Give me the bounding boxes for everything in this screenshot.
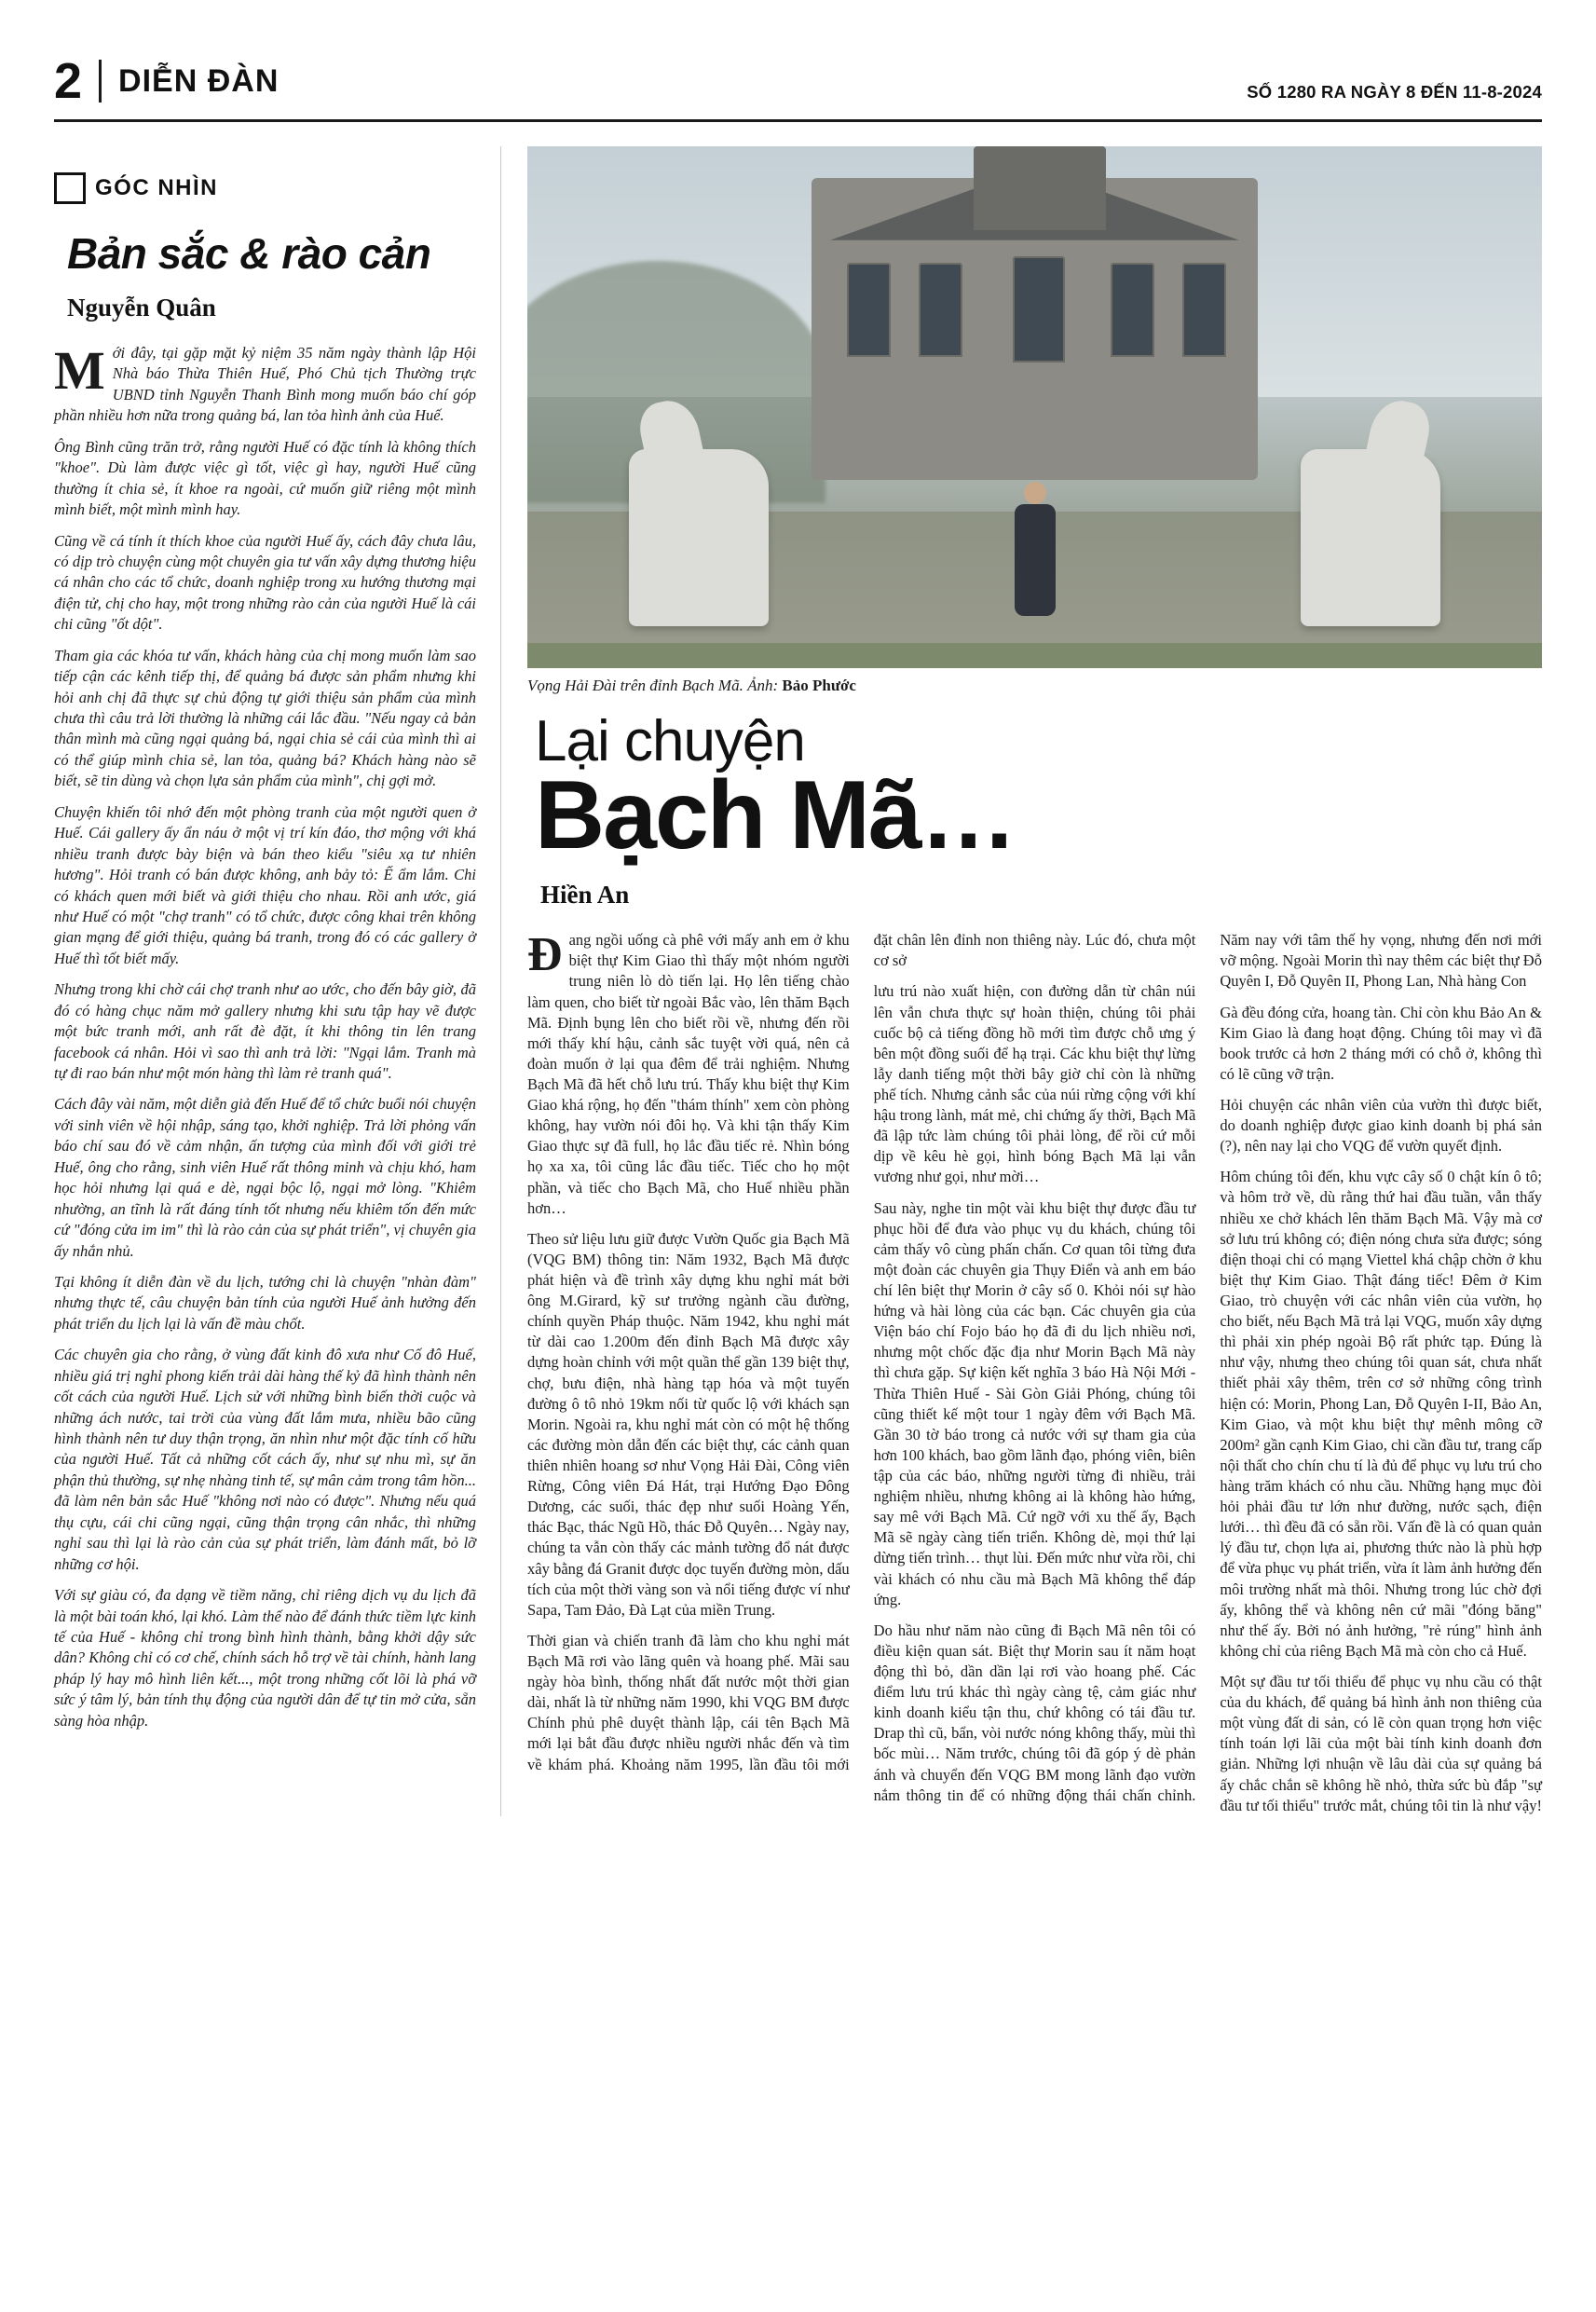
photo-tower — [974, 146, 1106, 230]
opinion-title: Bản sắc & rào cản — [67, 229, 431, 278]
dropcap: M — [54, 340, 105, 401]
photo-window — [919, 263, 962, 357]
story-body — [527, 930, 1542, 1815]
headline-line-2: Bạch Mã… — [535, 761, 1016, 870]
opinion-kicker-label: GÓC NHÌN — [95, 175, 218, 200]
photo-window — [847, 263, 891, 357]
opinion-paragraph: Chuyện khiến tôi nhớ đến một phòng tranh của một người quen ở Huế. Cái gallery ấy ẩn náu ở một vị trí kín đáo, thơ mộng với khá nhiều tranh được bày biện và bán theo kiểu "siêu xạ tư nhiên hương". Hỏi tranh có bán được không, anh bảy tỏ: Ế ẩm lắm. Chi có khách quen mới biết và giới thiệu cho nhau. Rồi anh ước, giá như Huế có một "chợ tranh" có tổ chức, được công khai trên không gian mạng để giới thiệu, quảng bá tranh, trong đó có các gallery ở Huế thì tốt biết mấy. — [54, 802, 476, 967]
lead-photo-wrap — [527, 146, 1542, 695]
photo-window — [1013, 256, 1066, 363]
opinion-paragraph: Tham gia các khóa tư vấn, khách hàng của chị mong muốn làm sao tiếp cận các kênh tiếp thị, để quảng bá được sản phẩm nhưng khi hỏi anh chị đã thực sự chủ động tự giới thiệu sản phẩm của mình chưa thì câu trả lời thường là những cái lắc đầu. "Nếu ngay cả bản thân mình mà cũng ngại quảng bá, ngại chia sẻ cái của mình thì ai có thể giúp mình chia sẻ, lan tỏa, quảng bá? Khách hàng nào sẽ biết, sẽ tin dùng và chọn lựa sản phẩm của mình", chị gợi mở. — [54, 646, 476, 790]
story-paragraph-text: ang ngồi uống cà phê với mấy anh em ở khu biệt thự Kim Giao thì thấy một nhóm người trung niên lò dò tiến lại. Họ lên tiếng chào làm quen, cho biết từ ngoài Bắc vào, lên thăm Bạch Mã. Định bụng lên cho biết rồi về, nhưng đến rồi mới thấy khí hậu, cảnh sắc tuyệt vời quá, nên cả đoàn muốn ở lại qua đêm để trải nghiệm. Nhưng Bạch Mã đã hết chỗ lưu trú. Thấy khu biệt thự Kim Giao khá rộng, họ đến "thám thính" xem còn phòng không, hay vườn nói đôi họ. Và khi tận thấy Kim Giao thực sự đã full, họ lắc đầu tiếc rẻ. Nhìn bóng họ xa xa, tôi cũng lắc đầu tiếc. Tiếc cho họ một phần, và tiếc cho Bạch Mã, cho Huế nhiều phần hơn… — [527, 931, 850, 1217]
story-paragraph: Gà đều đóng cửa, hoang tàn. Chỉ còn khu Bảo An & Kim Giao là đang hoạt động. Chúng tôi may vì đã book trước cả hơn 2 tháng mới có chỗ ở, không thì có lẽ cũng vỡ trận. — [1220, 1003, 1542, 1083]
photo-window — [1182, 263, 1226, 357]
opinion-body — [54, 340, 476, 1731]
opinion-paragraph: Ông Bình cũng trăn trở, rằng người Huế có đặc tính là không thích "khoe". Dù làm được việc gì tốt, việc gì hay, người Huế cũng thường ít chia sẻ, ít khoe ra ngoài, cứ muốn giữ riêng một mình mình biết, một mình mình hay. — [54, 437, 476, 519]
lead-photo — [527, 146, 1542, 668]
photo-caption-text: Vọng Hải Đài trên đỉnh Bạch Mã. Ảnh: — [527, 677, 779, 694]
story-paragraph: Một sự đầu tư tối thiểu để phục vụ nhu cầu có thật của du khách, để quảng bá hình ảnh non thiêng của một vùng đất di sản, có lẽ còn quan trọng hơn việc tính toán lợi lãi của một bài tính kinh doanh đơn giản. Những lợi nhuận về lâu dài của sự quảng bá ấy chắc chắn sẽ không hề nhỏ, thừa sức bù đắp "sự đầu tư tối thiểu" trước mắt, chúng tôi tin là như vậy! — [1220, 1672, 1542, 1814]
story-paragraph: Thời gian và chiến tranh đã làm cho khu nghỉ mát Bạch Mã rơi vào lãng quên và hoang phế. Mãi sau ngày hòa bình, thống nhất đất nước một thời gian dài, nhất là từ những năm 1990, khi VQG BM được Chính phủ phê duyệt thành lập, cái tên Bạch Mã mới lại bắt đầu được nhiều người nhắc đến và tìm về khám phá. Khoảng năm 1995, lần đầu tôi mới đặt chân lên đỉnh non thiêng này. Lúc đó, chưa một cơ sở — [527, 931, 1196, 1773]
story-paragraph: Hôm chúng tôi đến, khu vực cây số 0 chật kín ô tô; và hôm trở về, dù rằng thứ hai đầu tuần, vẫn thấy nhiều xe chở khách lên thăm Bạch Mã. Vậy mà cơ sở lưu trú không có; điện nóng chưa sửa được; sóng điện thoại chi có mạng Viettel khá chập chờn ở khu biệt thự Kim Giao. Thật đáng tiếc! Đêm ở Kim Giao, trò chuyện với các nhân viên của vườn, họ cho biết, nếu Bạch Mã trả lại VQG, muốn xây dựng thì phải xin phép ngoài Bộ rất phức tạp. Đúng là như vậy, nhưng theo chúng tôi quan sát, chưa nhất thiết phải xây thêm, trên cơ sở những công trình hiện có: Morin, Phong Lan, Đỗ Quyên I-II, Bảo An, Kim Giao, và một khu biệt thự mênh mông cỡ 200m² gần cạnh Kim Giao, chi cần đầu tư, trang cấp nội thất cho chín chu tí là đủ để phục vụ lưu trú cho hàng trăm khách có nhu cầu. Những hạng mục đòi hỏi phải đầu tư lớn như đường, nước sạch, điện lưới… thì đều đã có sẵn rồi. Vấn đề là có quan quản lý đầu tư, chọn lựa ai, phương thức nào là phù hợp để vừa phục vụ phát triển, vừa ít làm ảnh hưởng đến môi trường nhất mà thôi. Nhưng trong lúc chờ đợi ấy, không thể và không nên cứ mãi "đóng băng" như thế ấy. Bởi nó ảnh hưởng, "rẻ rúng" hình ảnh không chỉ của riêng Bạch Mã mà còn cho cả Huế. — [1220, 1168, 1542, 1660]
headline-line-1: Lại chuyện — [535, 709, 805, 773]
opinion-paragraph — [54, 340, 476, 427]
story-paragraph — [527, 930, 850, 1219]
page-body — [54, 146, 1542, 1816]
story-paragraph: lưu trú nào xuất hiện, con đường dẫn từ chân núi lên vẫn chưa thực sự hoàn thiện, chúng tôi phải cuốc bộ cả tiếng đồng hồ mới tìm được chỗ ưng ý bên một đồng suối để hạ trại. Các khu biệt thự lừng lẫy danh tiếng một thời bây giờ chỉ còn là những phế tích. Nhưng cảnh sắc của núi rừng cộng với khí hậu trong lành, mát mẻ, chi chứng ấy thời, Bạch Mã đã lập tức làm chúng tôi phải lòng, để rồi cứ mỗi dịp về kêu hè gọi, hình bóng Bạch Mã lại vẫn vương như gọi, như mời… — [873, 982, 1196, 1186]
story-author: Hiền An — [540, 881, 630, 910]
opinion-paragraph: Nhưng trong khi chờ cái chợ tranh như ao ước, cho đến bây giờ, đã đó có hàng chục năm mở gallery nhưng khi sưu tập hay vẽ được một bức tranh mới, anh rất đè đặt, ít khi thông tin lên trang facebook cá nhân. Hỏi vì sao thì anh trả lời: "Ngại lắm. Tranh mà tự đi rao bán như một món hàng thì làm rẻ tranh quá". — [54, 980, 476, 1082]
opinion-paragraph: Các chuyên gia cho rằng, ở vùng đất kinh đô xưa như Cố đô Huế, nhiều giá trị nghỉ phong kiến trải dài hàng thế kỷ đã hình thành nên cốt cách của người Huế. Lịch sử với những bình biến thời cuộc và những ách nước, tai trời của vùng đất lắm mưa, nhiều bão cũng hình thành nên tư duy thận trọng, ăn nhìn như một đặc tính cố hữu của người Huế. Tất cả những cốt cách ấy, như sự nhu mì, sự ăn phận thủ thường, sự nhẹ nhàng tinh tế, sự mân cảm trong tâm hồn... đã làm nên bản sắc Huế "không nơi nào có được". Nhưng nếu quá thụ cựu, cái chi cũng ngại, cũng thận trọng cân nhắc, thì những nghỉ sau thì lại là rào cản của sự phát triển, làm đánh mất, bỏ lỡ những cơ hội. — [54, 1346, 476, 1573]
opinion-column — [54, 146, 501, 1816]
opinion-paragraph: Tại không ít diễn đàn về du lịch, tướng chi là chuyện "nhàn đàm" nhưng thực tế, câu chuyện bản tính của người Huế ảnh hưởng đến phát triển du lịch lại là vấn đề màu chốt. — [54, 1272, 476, 1333]
story-paragraph: Hỏi chuyện các nhân viên của vườn thì được biết, do doanh nghiệp được giao kinh doanh bị phá sản (?), nên nay lại cho VQG để vườn quyết định. — [1220, 1096, 1542, 1156]
opinion-kicker — [54, 172, 476, 204]
opinion-paragraph: Cũng về cá tính ít thích khoe của người Huế ấy, cách đây chưa lâu, có dịp trò chuyện cùng một chuyên gia tư vấn xây dựng thương hiệu cá nhân cho các tổ chức, doanh nghiệp trong xu hướng thương mại điện tử, chị cho hay, một trong những rào cản của người Huế là cái chi cũng "ốt dột". — [54, 531, 476, 634]
main-story-column — [501, 146, 1542, 1816]
opinion-paragraph-text: ới đây, tại gặp mặt kỷ niệm 35 năm ngày thành lập Hội Nhà báo Thừa Thiên Huế, Phó Chủ tịch Thường trực UBND tỉnh Nguyễn Thanh Bình mong muốn báo chí góp phần nhiều hơn nữa trong quảng bá, lan tỏa hình ảnh của Huế. — [54, 344, 476, 425]
opinion-paragraph: Cách đây vài năm, một diễn giả đến Huế để tổ chức buổi nói chuyện với sinh viên về hội nhập, sáng tạo, khởi nghiệp. Trả lời phỏng vấn báo chí sau đó về cảm nhận, ấn tượng của mình đối với giới trẻ Huế, ông cho rằng, sinh viên Huế rất thông minh và chịu khó, ham học hỏi nhưng lại quá e dè, ngại bộc lộ, ngại mở lòng. "Khiêm nhường, an tĩnh là rất đáng tính tốt nhưng nếu khiêm tốn đến mức cứ "đóng cửa im im" thì là rào cản của sự phát triển", vị chuyên gia ấy nhắn nhủ. — [54, 1095, 476, 1260]
story-paragraph: Do hầu như năm nào cũng đi Bạch Mã nên tôi có điều kiện quan sát. Biệt thự Morin sau ít năm hoạt động thì bỏ, dần dần lại rơi vào hoang phế. Các điểm lưu trú khác thì ngày càng tệ, cảm giác như kinh doanh kiểu tận thu, chứ không có tái đầu tư. Drap thì cũ, bẩn, vòi nước nóng không thấy, mùi thì bốc mùi… Năm trước, chúng tôi đã góp ý dè phản ánh và chuyển đến VQG BM mong lãnh đạo vườn nắm thông tin để có những động thái chấn chỉnh. Năm nay với tâm thế hy vọng, nhưng đến nơi mới vỡ mộng. Ngoài Morin thì nay thêm các biệt thự Đỗ Quyên I, Đỗ Quyên II, Phong Lan, Nhà hàng Con — [873, 931, 1542, 1804]
masthead — [54, 53, 1542, 122]
photo-credit: Bảo Phước — [782, 677, 856, 694]
headline-block — [535, 709, 1542, 910]
photo-window — [1111, 263, 1154, 357]
masthead-divider — [99, 60, 102, 103]
opinion-paragraph: Với sự giàu có, đa dạng về tiềm năng, chỉ riêng dịch vụ du lịch đã là một bài toán khó, lại khó. Làm thế nào để đánh thức tiềm lực kinh tế của Huế - không chỉ trong bình hình thành, bằng khởi dậy sức dân? Không chỉ có cơ chế, chính sách hỗ trợ về tài chính, hành lang pháp lý hay mô hình liên kết..., một trong những cốt lõi là phá vỡ sức ý tâm lý, bản tính thụ động của người dân để tự tin mở cửa, sẵn sàng hòa nhập. — [54, 1586, 476, 1730]
story-paragraph: Theo sử liệu lưu giữ được Vườn Quốc gia Bạch Mã (VQG BM) thông tin: Năm 1932, Bạch Mã được phát hiện và đề trình xây dựng khu nghỉ mát bởi ông M.Girard, kỹ sư trưởng ngành cầu đường, chính quyền Pháp thuộc. Năm 1942, khu nghỉ mát từ dài cao 1.200m đến đỉnh Bạch Mã được xây dựng hoàn chỉnh với một quần thể gần 139 biệt thự, chợ, bưu điện, nhà hàng tạp hóa và một tuyến đường ô tô nhỏ 19km nối từ quốc lộ với khách sạn Morin. Ngoài ra, khu nghỉ mát còn có một hệ thống các đường mòn dẫn đến các biệt thự, các cảnh quan thiên nhiên hoang sơ như Vọng Hải Đài, Công viên Rừng, Công viên Đá Hát, trại Hướng Đạo Đông Dương, các suối, thác đẹp như suối Hoàng Yến, thác Bạc, thác Ngũ Hồ, thác Đỗ Quyên… Ngày nay, chúng ta vẫn còn thấy các mảnh tường đổ nát được xây bằng đá Granit được dọc tuyến đường mòn, dấu tích của một thời vàng son và nổi tiếng được ví như Sapa, Tam Đảo, Đà Lạt của miền Trung. — [527, 1229, 850, 1619]
page-number: 2 — [54, 53, 83, 109]
issue-info: SỐ 1280 RA NGÀY 8 ĐẾN 11-8-2024 — [1247, 82, 1542, 102]
masthead-left — [54, 53, 280, 109]
dropcap: Đ — [527, 928, 563, 982]
photo-grass — [527, 643, 1542, 668]
story-paragraph: Sau này, nghe tin một vài khu biệt thự được đầu tư phục hồi để đưa vào phục vụ du khách, chúng tôi cảm thấy vô cùng phấn chấn. Cơ quan tôi từng đưa một đoàn các chuyên gia Thụy Điển và anh em báo chí lên biệt thự Morin ở cây số 0. Khỏi nói sự hào hứng và hài lòng của các bạn. Các chuyên gia của Viện báo chí Fojo báo họ đã đi du lịch nhiều nơi, nhưng một chốc đặc địa như Morin Bạch Mã này thì chưa gặp. Sự kiện kết nghĩa 3 báo Hà Nội Mới - Thừa Thiên Huế - Sài Gòn Giải Phóng, chúng tôi cũng thiết kế một tour 1 ngày đêm với Bạch Mã. Gần 30 tờ báo trong cả nước với sự tham gia của hơn 100 khách, bao gồm lãnh đạo, phóng viên, biên tập của các báo, những người từng đi nhiều, trải nghiệm nhiều, nhưng không ai là không hào hứng, say mê với Bạch Mã. Cứ ngỡ với xu thế ấy, Bạch Mã sẽ ngày càng tiến triển. Không dè, mọi thứ lại dừng tiến trình… thụt lùi. Đến mức như vừa rồi, chi vài khách có nhu cầu mà Bạch Mã không thể đáp ứng. — [873, 1198, 1196, 1608]
square-mark-icon — [54, 172, 86, 204]
photo-horse-statue — [1301, 449, 1440, 626]
photo-horse-statue — [629, 449, 769, 626]
photo-caption — [527, 677, 1542, 695]
section-title: DIỄN ĐÀN — [118, 63, 280, 99]
photo-person — [1015, 504, 1056, 616]
opinion-author: Nguyễn Quân — [67, 294, 216, 321]
